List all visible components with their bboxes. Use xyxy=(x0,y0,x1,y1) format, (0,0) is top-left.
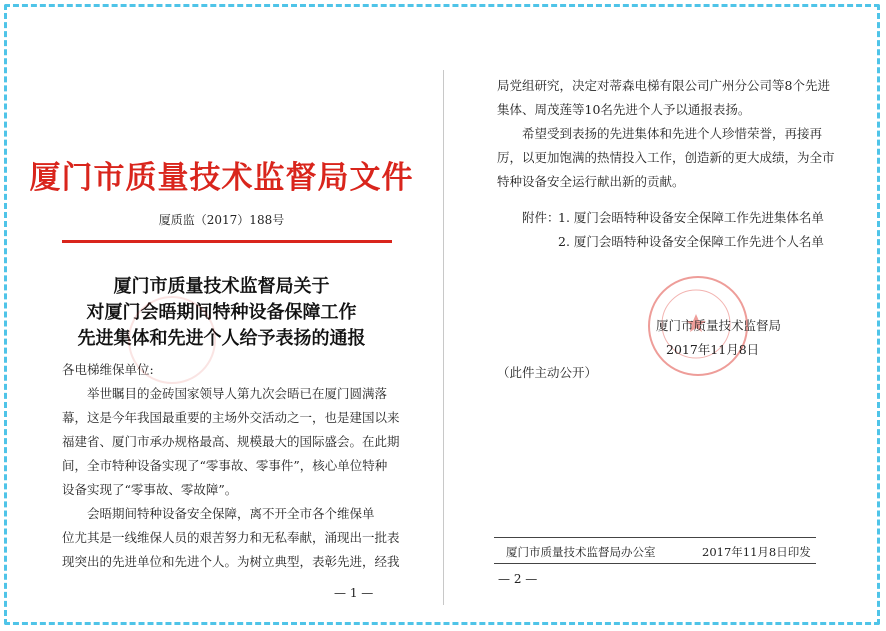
footer-bottom-rule xyxy=(494,563,816,564)
bleed-through-stamp xyxy=(128,296,216,384)
red-header-rule xyxy=(62,240,392,243)
body-line: 现突出的先进单位和先进个人。为树立典型，表彰先进，经我 xyxy=(62,554,400,569)
body-line: 设备实现了“零事故、零故障”。 xyxy=(62,482,238,497)
body-line: 特种设备安全运行献出新的贡献。 xyxy=(497,174,685,189)
footer-top-rule xyxy=(494,537,816,538)
signature-date: 2017年11月8日 xyxy=(666,342,760,357)
footer-date: 2017年11月8日印发 xyxy=(702,545,811,559)
notice-title-line-3: 先进集体和先进个人给予表扬的通报 xyxy=(77,328,366,349)
salutation: 各电梯维保单位: xyxy=(62,362,154,377)
disclosure-note: （此件主动公开） xyxy=(497,365,598,380)
page-number-2: — 2 — xyxy=(498,572,538,586)
body-line: 希望受到表扬的先进集体和先进个人珍惜荣誉，再接再 xyxy=(522,126,823,141)
notice-title-line-2: 对厦门会晤期间特种设备保障工作 xyxy=(86,302,357,323)
attachment-label: 附件： xyxy=(522,210,560,225)
body-line: 会晤期间特种设备安全保障，离不开全市各个维保单 xyxy=(87,506,375,521)
body-line: 厉，以更加饱满的热情投入工作，创造新的更大成绩，为全市 xyxy=(497,150,835,165)
body-line: 幕，这是今年我国最重要的主场外交活动之一，也是建国以来 xyxy=(62,410,400,425)
attachment-item: 2. 厦门会晤特种设备安全保障工作先进个人名单 xyxy=(558,234,824,249)
body-line: 位尤其是一线维保人员的艰苦努力和无私奉献，涌现出一批表 xyxy=(62,530,400,545)
body-line: 局党组研究，决定对蒂森电梯有限公司广州分公司等8个先进 xyxy=(497,78,830,93)
attachment-item: 1. 厦门会晤特种设备安全保障工作先进集体名单 xyxy=(558,210,824,225)
body-line: 集体、周茂莲等10名先进个人予以通报表扬。 xyxy=(497,102,751,117)
footer-issuer: 厦门市质量技术监督局办公室 xyxy=(506,545,656,559)
page-divider xyxy=(443,70,444,605)
header-title: 厦门市质量技术监督局文件 xyxy=(29,160,414,196)
notice-title-line-1: 厦门市质量技术监督局关于 xyxy=(113,276,330,297)
body-line: 福建省、厦门市承办规格最高、规模最大的国际盛会。在此期 xyxy=(62,434,400,449)
doc-number: 厦质监（2017）188号 xyxy=(158,213,285,227)
signature-org: 厦门市质量技术监督局 xyxy=(656,318,782,333)
body-line: 间，全市特种设备实现了“零事故、零事件”，核心单位特种 xyxy=(62,458,388,473)
page-number-1: — 1 — xyxy=(334,586,374,600)
body-line: 举世瞩目的金砖国家领导人第九次会晤已在厦门圆满落 xyxy=(87,386,388,401)
